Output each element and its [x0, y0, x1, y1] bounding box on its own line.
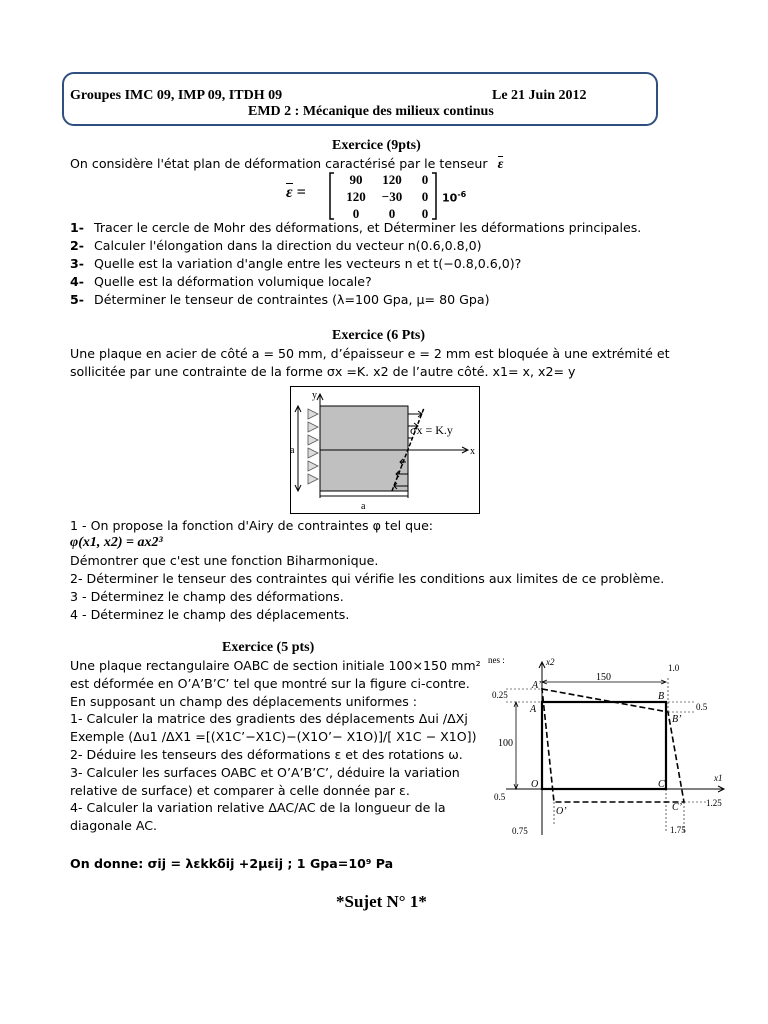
fig-x-label: x [470, 446, 475, 457]
fig3-O-prime: O’ [556, 806, 567, 817]
ex2-q3: 3 - Déterminez le champ des déformations. [70, 589, 344, 604]
ex3-title: Exercice (5 pts) [222, 640, 315, 655]
ex2-p2: sollicitée par une contrainte de la forme σx =K. x2 de l’autre côté. x1= x, x2= y [70, 364, 576, 379]
matrix-cell: 0 [421, 189, 429, 204]
ex2-airy: φ(x1, x2) = ax2³ [70, 535, 163, 550]
ex1-tensor-symbol: ε [497, 157, 504, 172]
ex3-line: 1- Calculer la matrice des gradients des déplacements Δui /ΔXj [70, 711, 468, 727]
plate-figure [290, 386, 480, 514]
fig3-C-prime: C’ [672, 802, 682, 813]
ex1-item-text: Quelle est la déformation volumique locale? [94, 274, 372, 289]
ex3-line: 2- Déduire les tenseurs des déformations ε et des rotations ω. [70, 747, 463, 762]
ex1-item [70, 292, 490, 307]
ex1-title: Exercice (9pts) [332, 138, 421, 153]
deformation-figure [486, 652, 730, 842]
fig-a-side: a [290, 445, 295, 456]
matrix-cell: 120 [382, 172, 402, 187]
fig3-dim-1-0: 1.0 [668, 663, 680, 673]
header-date: Le 21 Juin 2012 [492, 88, 587, 103]
ex3-line: est déformée en O’A’B’C’ tel que montré sur la figure ci-contre. [70, 675, 470, 691]
ex2-q4: 4 - Déterminez le champ des déplacements. [70, 607, 350, 622]
ex3-line: 4- Calculer la variation relative ΔAC/AC de la longueur de la [70, 800, 446, 816]
ex1-item [70, 256, 521, 271]
fig3-B: B [658, 691, 665, 702]
ex1-item-text: Quelle est la variation d'angle entre les vecteurs n et t(−0.8,0.6,0)? [94, 256, 522, 271]
footer-subject: *Sujet N° 1* [336, 892, 427, 911]
matrix-cell: 120 [346, 189, 366, 204]
fig3-A: A [530, 704, 537, 715]
fig3-O: O [531, 779, 539, 790]
ex2-q1b: Démontrer que c'est une fonction Biharmonique. [70, 553, 379, 568]
fig-stress-label: σx = K.y [410, 423, 453, 437]
fig3-dim-150: 150 [596, 672, 611, 683]
matrix-lhs-symbol: ε [286, 184, 293, 201]
ex1-item-text: Déterminer le tenseur de contraintes (λ=100 Gpa, μ= 80 Gpa) [94, 292, 490, 307]
ex1-item-text: Calculer l'élongation dans la direction du vecteur n(0.6,0.8,0) [94, 238, 482, 253]
fig-y-label: y [312, 390, 317, 401]
ex3-line: relative de surface) et comparer à celle donnée par ε. [70, 782, 410, 798]
fig3-x2-label: x2 [546, 657, 555, 667]
ex3-line: Une plaque rectangulaire OABC de section initiale 100×150 mm² [70, 658, 481, 673]
ex1-item-number: 3- [70, 256, 84, 271]
ex1-item [70, 274, 372, 289]
fig3-C: C [658, 779, 665, 790]
fig-a-bottom: a [361, 501, 366, 512]
fig3-dim-0-5-right: 0.5 [696, 702, 708, 712]
ex1-item [70, 238, 482, 253]
fig3-x1-label: x1 [714, 773, 723, 783]
header-groups: Groupes IMC 09, IMP 09, ITDH 09 [70, 88, 283, 103]
ex3-line: En supposant un champ des déplacements uniformes : [70, 693, 418, 709]
ex1-item-text: Tracer le cercle de Mohr des déformations, et Déterminer les déformations principales. [94, 220, 642, 235]
matrix-cell: 0 [421, 206, 429, 221]
fig3-dim-1-75: 1.75 [670, 825, 686, 835]
matrix-scale [442, 190, 466, 205]
fig3-dim-1-25: 1.25 [706, 798, 722, 808]
matrix-scale-exp: -6 [457, 190, 467, 199]
matrix-lhs: ε = [286, 184, 306, 201]
matrix-scale-base: 10 [442, 191, 458, 205]
ex1-item-number: 5- [70, 292, 84, 307]
fig3-A-prime: A’ [532, 680, 542, 691]
matrix-cell: 0 [388, 206, 396, 221]
ex1-item-number: 1- [70, 220, 84, 235]
matrix-cell: −30 [381, 189, 403, 204]
fig3-dim-0-5-left: 0.5 [494, 792, 506, 802]
ex2-title: Exercice (6 Pts) [332, 328, 426, 343]
matrix-cell: 0 [421, 172, 429, 187]
fig3-corner-text: nes : [488, 655, 505, 665]
ex3-line: Exemple (Δu1 /ΔX1 =[(X1C’−X1C)−(X1O’− X1O)]/[ X1C − X1O]) [70, 729, 477, 745]
ex2-p1: Une plaque en acier de côté a = 50 mm, d’épaisseur e = 2 mm est bloquée à une extrémité et [70, 346, 670, 361]
ex1-item [70, 220, 641, 235]
fig3-dim-100: 100 [498, 738, 513, 749]
header-subtitle: EMD 2 : Mécanique des milieux continus [248, 104, 494, 119]
matrix-cell: 90 [349, 172, 363, 187]
fig3-dim-0-25: 0.25 [492, 690, 508, 700]
fig3-dim-0-75: 0.75 [512, 826, 528, 836]
ex3-given: On donne: σij = λεkkδij +2μεij ; 1 Gpa=10⁹ Pa [70, 856, 394, 871]
ex2-q1: 1 - On propose la fonction d'Airy de contraintes φ tel que: [70, 518, 434, 533]
ex2-q2: 2- Déterminer le tenseur des contraintes qui vérifie les conditions aux limites de ce problème. [70, 571, 665, 586]
matrix-cell: 0 [352, 206, 360, 221]
ex1-intro-text: On considère l'état plan de déformation caractérisé par le tenseur [70, 156, 488, 171]
ex1-item-number: 2- [70, 238, 84, 253]
ex1-item-number: 4- [70, 274, 84, 289]
fig3-B-prime: B’ [672, 714, 682, 725]
ex3-line: diagonale AC. [70, 818, 158, 834]
ex3-line: 3- Calculer les surfaces OABC et O’A’B’C’, déduire la variation [70, 764, 460, 780]
